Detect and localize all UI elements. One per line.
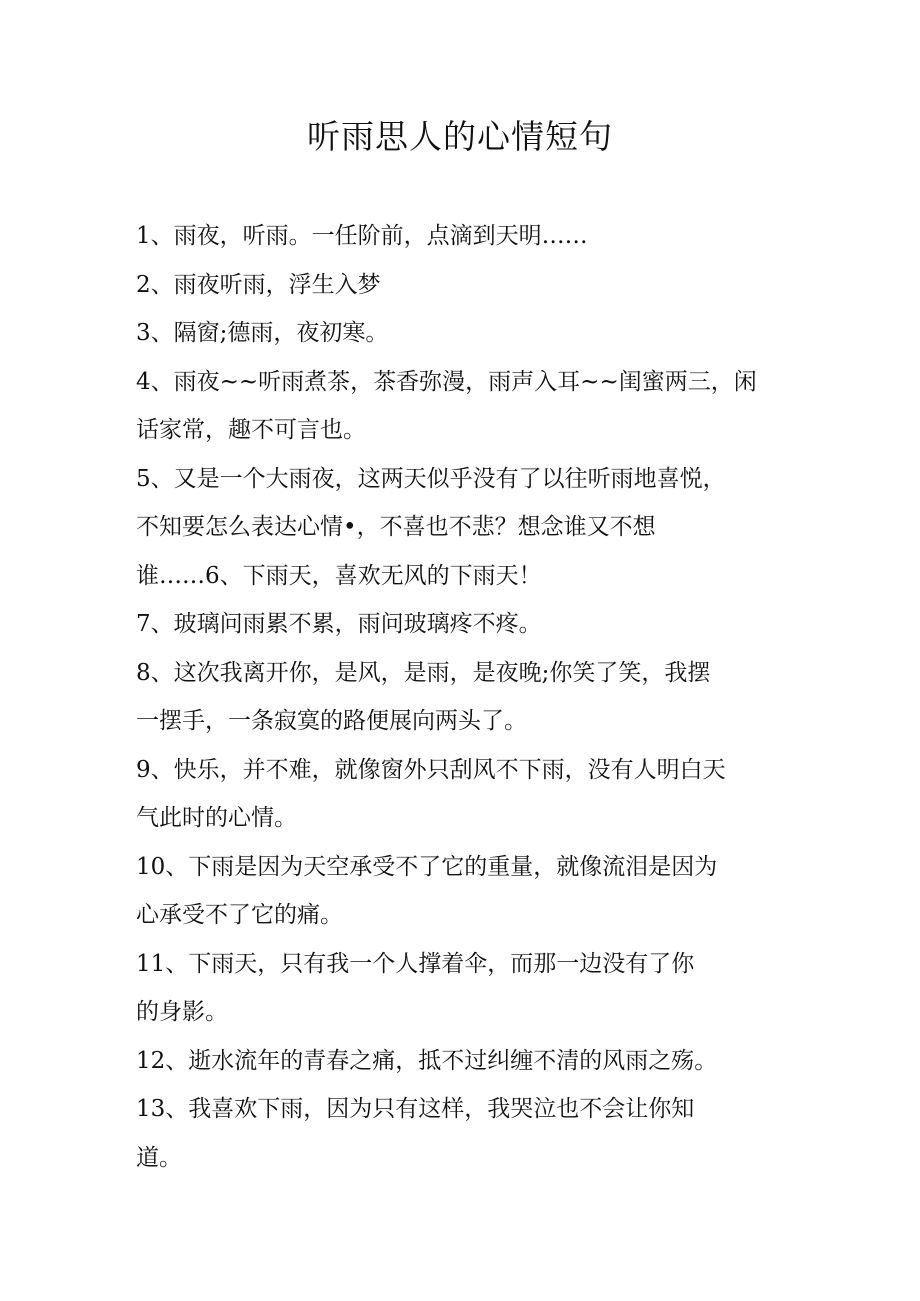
text-line: 11、下雨天，只有我一个人撑着伞，而那一边没有了你 <box>136 950 695 977</box>
text-line: 5、又是一个大雨夜，这两天似乎没有了以往听雨地喜悦， <box>136 465 726 492</box>
text-line: 气此时的心情。 <box>136 805 297 831</box>
page-title: 听雨思人的心情短句 <box>307 117 613 156</box>
text-line: 道。 <box>136 1144 182 1171</box>
text-line: 3、隔窗;德雨，夜初寒。 <box>136 320 389 346</box>
text-line: 4、雨夜~~听雨煮茶，茶香弥漫，雨声入耳~~闺蜜两三，闲 <box>136 368 757 395</box>
text-line: 谁……6、下雨天，喜欢无风的下雨天！ <box>136 562 542 589</box>
text-line: 不知要怎么表达心情•，不喜也不悲？想念谁又不想 <box>136 514 656 540</box>
text-line: 话家常，趣不可言也。 <box>136 417 366 443</box>
document-body <box>136 212 776 1182</box>
text-line: 12、逝水流年的青春之痛，抵不过纠缠不清的风雨之殇。 <box>136 1047 718 1074</box>
text-line: 7、玻璃问雨累不累，雨问玻璃疼不疼。 <box>136 611 542 637</box>
text-line: 的身影。 <box>136 999 228 1025</box>
text-line: 13、我喜欢下雨，因为只有这样，我哭泣也不会让你知 <box>136 1096 695 1122</box>
text-line: 1、雨夜，听雨。一任阶前，点滴到天明…… <box>136 223 588 249</box>
text-line: 2、雨夜听雨，浮生入梦 <box>136 271 381 298</box>
text-line: 8、这次我离开你，是风，是雨，是夜晚;你笑了笑，我摆 <box>136 659 711 686</box>
text-line: 9、快乐，并不难，就像窗外只刮风不下雨，没有人明白天 <box>136 756 726 783</box>
text-line: 10、下雨是因为天空承受不了它的重量，就像流泪是因为 <box>136 853 718 880</box>
text-line: 心承受不了它的痛。 <box>136 902 343 928</box>
text-line: 一摆手，一条寂寞的路便展向两头了。 <box>136 708 527 734</box>
